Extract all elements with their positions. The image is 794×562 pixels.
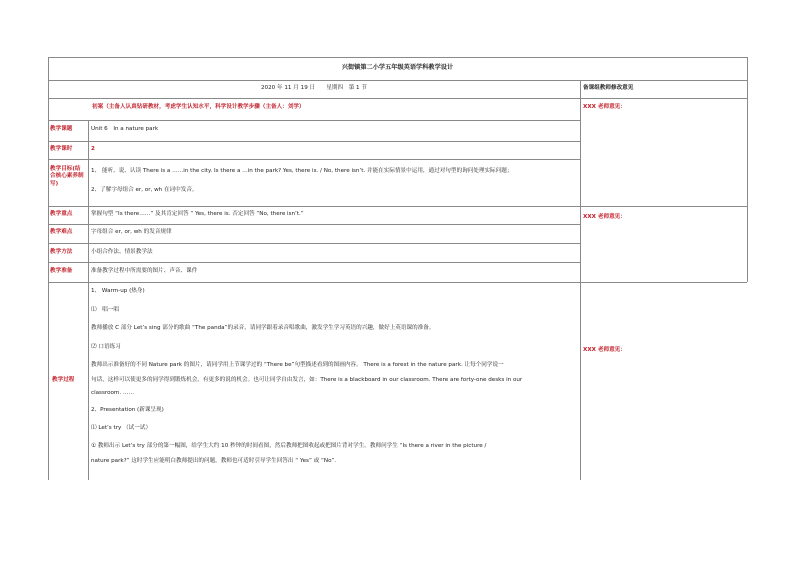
process-line: 教师播放 C 部分 Let’s sing 部分的歌曲 “The panda”的录音，请同学跟着录音唱歌曲，激发学生学习英语的兴趣，做好上英语课的准备。 bbox=[91, 325, 435, 331]
process-line: ① 教师出示 Let’s try 部分的第一幅图，给学生大约 10 秒钟的时间看图，然后教师把图收起或把图片背对学生。教师问学生 “Is there a river in the picture / bbox=[91, 443, 487, 449]
review-comment-1: XXX 老师意见： bbox=[583, 104, 626, 110]
label-prep: 教学准备 bbox=[50, 268, 73, 274]
preparer: （主备人：刘学） bbox=[259, 104, 305, 110]
rule bbox=[48, 262, 580, 263]
rule bbox=[48, 57, 49, 480]
rule bbox=[48, 57, 747, 58]
process-line: classroom. …… bbox=[91, 390, 135, 396]
process-line: ⑵ 口语练习 bbox=[91, 344, 121, 350]
goal-line-1: 1、 能听、说、认读 There is a ……in the city. Is there a …in the park? Yes, there is. / No, there isn’t. 并能在实际情景中运用，通过对句型的询问处理实际问题； bbox=[91, 168, 513, 174]
rule bbox=[48, 141, 580, 142]
rule bbox=[48, 120, 580, 121]
rule bbox=[48, 224, 580, 225]
label-process: 教学过程 bbox=[52, 377, 75, 383]
goal-line-2: 2、了解字母组合 er, or, wh 在词中发音。 bbox=[91, 187, 198, 193]
prep-note-prefix: 初案 bbox=[92, 104, 104, 110]
process-line: 教师出示准备好的不同 Nature park 的图片，请同学用上节课学过的 “There be”句型描述看到的图画内容。 There is a forest in the nature park. 让每个同学说一 bbox=[91, 362, 504, 368]
process-line: ⑴ Let’s try （试一试） bbox=[91, 425, 152, 431]
label-difficult: 教学难点 bbox=[50, 229, 73, 235]
rule bbox=[48, 98, 747, 99]
label-goals: 教学目标(结合核心素养制写) bbox=[50, 166, 84, 187]
review-comment-3: XXX 老师意见： bbox=[583, 347, 626, 353]
process-line: 1、 Warm-up (热身) bbox=[91, 288, 145, 294]
value-key: 掌握句型 “Is there……” 及其肯定回答 “ Yes, there is. 否定回答 “No, there isn’t.” bbox=[91, 211, 304, 217]
process-line: 2、Presentation (新课呈现) bbox=[91, 407, 164, 413]
rule bbox=[580, 80, 581, 480]
rule bbox=[48, 243, 580, 244]
value-difficult: 字母组合 er, or, wh 的发音规律 bbox=[91, 229, 172, 235]
date-line: 2020 年 11 月 19 日 星期四 第 1 节 bbox=[260, 85, 367, 91]
review-column-header: 备课组教师修改意见 bbox=[583, 85, 634, 91]
rule bbox=[48, 282, 747, 283]
process-line: nature park?” 这时学生应能明白教师提出的问题，教师也可适时引导学生回答出 “ Yes” 或 “No”. bbox=[91, 458, 337, 464]
rule bbox=[48, 206, 747, 207]
rule bbox=[747, 57, 748, 282]
rule bbox=[48, 80, 747, 81]
label-topic: 教学课题 bbox=[50, 126, 73, 132]
label-methods: 教学方法 bbox=[50, 249, 73, 255]
rule bbox=[48, 159, 580, 160]
rule bbox=[88, 120, 89, 480]
review-comment-2: XXX 老师意见： bbox=[583, 214, 626, 220]
value-topic: Unit 6 In a nature park bbox=[91, 126, 159, 132]
prep-note bbox=[92, 104, 305, 111]
prep-note-text: （主备人认真钻研教材，考虑学生认知水平，科学设计教学步骤 bbox=[103, 104, 260, 110]
value-hours: 2 bbox=[91, 146, 95, 152]
value-prep: 准备教学过程中所需要的图片、声音、课件 bbox=[91, 268, 198, 274]
document-title: 兴街镇第二小学五年级英语学科教学设计 bbox=[341, 64, 454, 71]
process-line: ⑴ 唱一唱 bbox=[91, 307, 119, 313]
label-hours: 教学课时 bbox=[50, 146, 73, 152]
label-key: 教学重点 bbox=[50, 211, 73, 217]
value-methods: 小组合作法、情景教学法 bbox=[91, 249, 153, 255]
process-line: 句话，这样可以使更多的同学得到锻炼机会，有更多的说的机会。也可让同学自由发言，如：There is a blackboard in our classroom. There are forty-one desks in our bbox=[91, 377, 523, 383]
